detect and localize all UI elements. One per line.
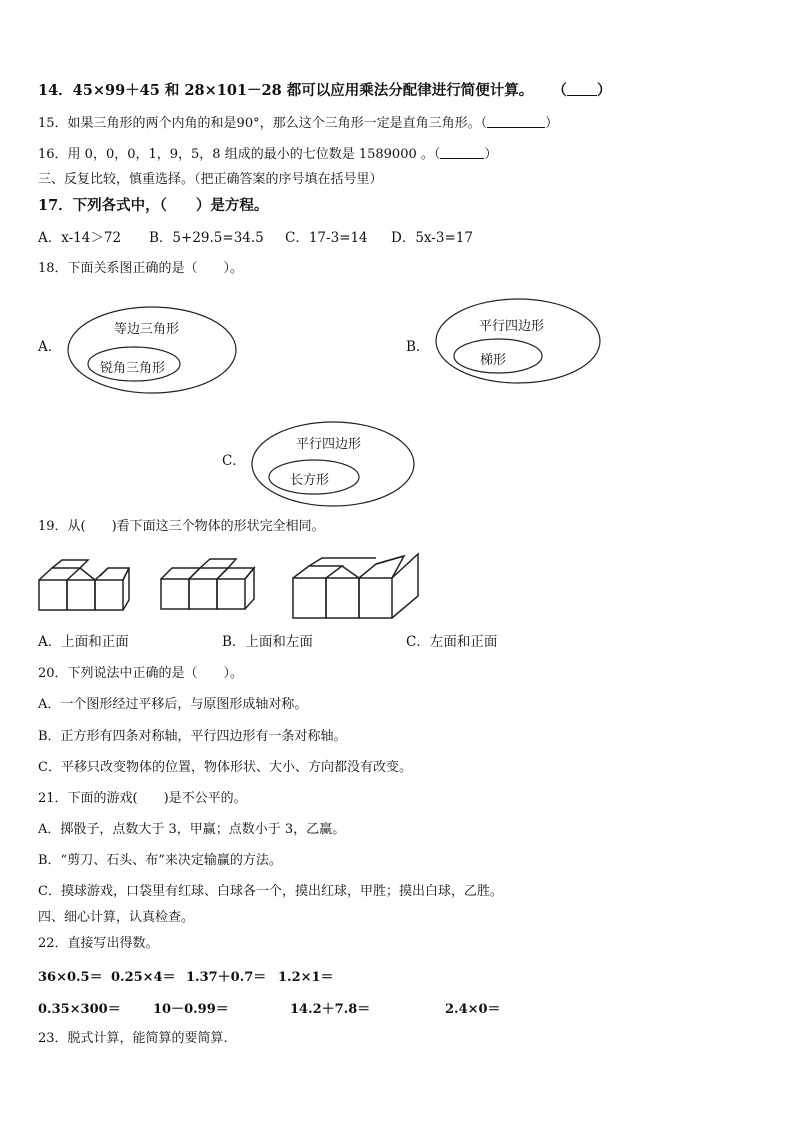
q18-c-inner-label: 长方形 (290, 473, 330, 488)
question-16-text: 16．用 0，0，0，1，9，5，8 组成的最小的七位数是 1589000 。（ (38, 147, 441, 162)
q17-option-a[interactable]: A．x-14＞72 (38, 230, 122, 246)
q20-option-a[interactable]: A．一个图形经过平移后，与原图形成轴对称。 (38, 697, 308, 712)
cube-figure-3 (292, 552, 422, 622)
q18-option-b-letter[interactable]: B． (406, 339, 430, 355)
q17-option-c[interactable]: C．17-3=14 (285, 230, 368, 246)
q20-option-b[interactable]: B．正方形有四条对称轴，平行四边形有一条对称轴。 (38, 729, 347, 744)
q18-a-outer-label: 等边三角形 (114, 322, 180, 337)
q18-b-inner-label: 梯形 (480, 353, 507, 368)
q17-option-b[interactable]: B．5+29.5=34.5 (149, 230, 264, 246)
q19-option-a[interactable]: A．上面和正面 (38, 634, 129, 650)
q18-option-c-letter[interactable]: C． (222, 453, 246, 469)
q18-b-outer-label: 平行四边形 (479, 319, 545, 334)
answer-blank-16[interactable] (440, 147, 484, 159)
question-22-text: 22．直接写出得数。 (38, 936, 159, 951)
question-14: 14．45×99＋45 和 28×101－28 都可以应用乘法分配律进行简便计算。 （ ） (38, 82, 612, 99)
q18-c-outer-label: 平行四边形 (296, 437, 362, 452)
question-15-text: 15．如果三角形的两个内角的和是90°，那么这个三角形一定是直角三角形。（ (38, 116, 488, 131)
question-19-text: 19．从( )看下面这三个物体的形状完全相同。 (38, 519, 325, 534)
question-23-text: 23．脱式计算，能简算的要简算. (38, 1031, 228, 1046)
q19-option-b[interactable]: B．上面和左面 (222, 634, 313, 650)
question-18-text: 18．下面关系图正确的是（ ）。 (38, 261, 244, 276)
section-3-heading: 三、反复比较，慎重选择。（把正确答案的序号填在括号里） (38, 172, 383, 187)
q21-option-a[interactable]: A．掷骰子，点数大于 3，甲赢；点数小于 3，乙赢。 (38, 822, 346, 837)
cube-figure-2 (160, 557, 258, 613)
calc-2-2[interactable]: 10－0.99＝ (153, 1002, 229, 1017)
calc-2-4[interactable]: 2.4×0＝ (445, 1002, 501, 1017)
q17-option-d[interactable]: D．5x-3=17 (391, 230, 473, 246)
question-14-text: 14．45×99＋45 和 28×101－28 都可以应用乘法分配律进行简便计算。 (38, 82, 534, 99)
question-16: 16．用 0，0，0，1，9，5，8 组成的最小的七位数是 1589000 。（ ） (38, 147, 498, 162)
calc-1-2[interactable]: 0.25×4＝ (111, 970, 176, 985)
question-21-text: 21．下面的游戏( )是不公平的。 (38, 791, 247, 806)
question-20-text: 20．下列说法中正确的是（ ）。 (38, 666, 244, 681)
calc-1-1[interactable]: 36×0.5＝ (38, 970, 103, 985)
q21-option-b[interactable]: B．“剪刀、石头、布”来决定输赢的方法。 (38, 853, 282, 868)
question-17-text: 17．下列各式中，（ ）是方程。 (38, 197, 269, 214)
q21-option-c[interactable]: C．摸球游戏，口袋里有红球、白球各一个，摸出红球，甲胜；摸出白球，乙胜。 (38, 884, 503, 899)
q18-a-inner-label: 锐角三角形 (100, 361, 166, 376)
calc-2-3[interactable]: 14.2＋7.8＝ (290, 1002, 371, 1017)
q18-diagram-b (434, 297, 604, 387)
q18-option-a-letter[interactable]: A． (38, 339, 62, 355)
calc-1-3[interactable]: 1.37＋0.7＝ (186, 970, 267, 985)
question-15: 15．如果三角形的两个内角的和是90°，那么这个三角形一定是直角三角形。（ ） (38, 116, 559, 131)
cube-figure-1 (38, 560, 133, 614)
calc-1-4[interactable]: 1.2×1＝ (278, 970, 334, 985)
q19-option-c[interactable]: C．左面和正面 (406, 634, 498, 650)
answer-blank-15[interactable] (487, 116, 545, 128)
section-4-heading: 四、细心计算，认真检查。 (38, 910, 195, 925)
answer-blank-14[interactable] (567, 84, 597, 96)
q20-option-c[interactable]: C．平移只改变物体的位置，物体形状、大小、方向都没有改变。 (38, 760, 412, 775)
calc-2-1[interactable]: 0.35×300＝ (38, 1002, 121, 1017)
